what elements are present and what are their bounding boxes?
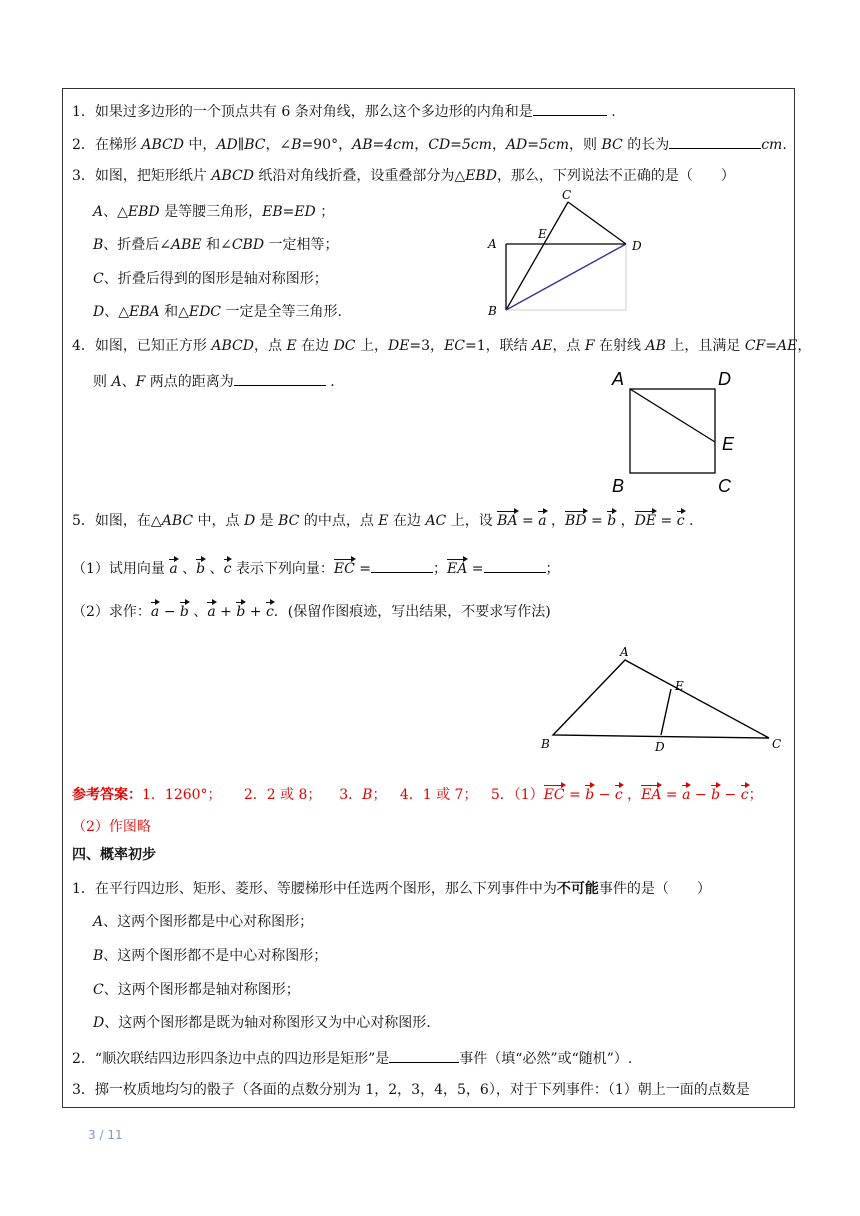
label-C: C <box>562 188 572 202</box>
q5-triangle-figure <box>536 642 786 758</box>
q1-text: 如果过多边形的一个顶点共有 6 条对角线，那么这个多边形的内角和是 <box>94 104 533 120</box>
vector-a: a <box>538 513 547 529</box>
ec-answer-blank[interactable] <box>371 558 433 573</box>
p1-option-a: A、这两个图形都是中心对称图形； <box>93 914 314 930</box>
q2-answer-blank[interactable] <box>669 134 761 149</box>
q4-answer-blank[interactable] <box>234 371 326 386</box>
label-B: B <box>612 476 625 496</box>
q3-folded-rectangle-figure <box>480 188 660 324</box>
q3-line: 3．如图，把矩形纸片 ABCD 纸沿对角线折叠，设重叠部分为△EBD，那么，下列说法不正确的是（ ） <box>72 168 735 184</box>
q4-line-2: 则 A、F 两点的距离为 . <box>93 371 335 391</box>
p1-option-d: D、这两个图形都是既为轴对称图形又为中心对称图形. <box>93 1015 431 1031</box>
p3-line: 3．掷一枚质地均匀的骰子（各面的点数分别为 1，2，3，4，5，6），对于下列事件：（1）朝上一面的点数是 <box>72 1082 750 1098</box>
q4-square-figure <box>604 362 744 498</box>
q3-option-d: D、△EBA 和△EDC 一定是全等三角形. <box>93 304 342 320</box>
diagonal-BD <box>506 244 626 310</box>
label-D: D <box>718 369 731 389</box>
vector-BA: BA <box>497 513 518 529</box>
answer-key-line: 参考答案：1．1260°； 2．2 或 8； 3．B； 4．1 或 7； 5．（1）EC = b − c ，EA = a − b − c； <box>72 787 763 803</box>
section-title: 四、概率初步 <box>72 847 156 863</box>
label-C: C <box>772 737 782 751</box>
p2-answer-blank[interactable] <box>389 1048 459 1063</box>
q5-line-1: 5．如图，在△ABC 中，点 D 是 BC 的中点，点 E 在边 AC 上，设 BA = a ，BD = b ，DE = c . <box>72 513 694 529</box>
label-A: A <box>612 369 625 389</box>
p1-option-c: C、这两个图形都是轴对称图形； <box>93 982 300 998</box>
q5-sub-2: （2）求作：a − b 、a + b + c．(保留作图痕迹，写出结果，不要求写作法) <box>72 604 551 620</box>
q1-number: 1． <box>72 104 95 120</box>
page-number: 3 / 11 <box>88 1128 123 1142</box>
vector-BD: BD <box>565 513 587 529</box>
label-E: E <box>675 679 684 693</box>
vector-c: c <box>676 513 685 529</box>
answer-label: 参考答案： <box>72 787 142 803</box>
label-C: C <box>718 476 731 496</box>
square-ABCD <box>630 389 715 473</box>
label-D: D <box>632 239 642 253</box>
label-B: B <box>541 737 550 751</box>
q2-line: 2．在梯形 ABCD 中，AD∥BC，∠B=90°，AB=4cm，CD=5cm，AD=5cm，则 BC 的长为 cm. <box>72 134 787 154</box>
answer-key-part2: （2）作图略 <box>72 819 151 835</box>
triangle-ABC <box>553 660 769 738</box>
vector-DE: DE <box>634 513 657 529</box>
q1-answer-blank[interactable] <box>533 101 607 116</box>
label-A: A <box>488 237 497 251</box>
q3-option-c: C、折叠后得到的图形是轴对称图形； <box>93 271 328 287</box>
q4-line-1: 4．如图，已知正方形 ABCD，点 E 在边 DC 上，DE=3，EC=1，联结 AE，点 F 在射线 AB 上，且满足 CF=AE， <box>72 338 812 354</box>
label-D: D <box>655 740 665 754</box>
label-A: A <box>620 645 629 659</box>
edge-CD <box>568 202 626 244</box>
segment-AE <box>630 389 715 442</box>
q5-sub-1: （1）试用向量 a 、b 、c 表示下列向量：EC = ；EA = ； <box>72 558 560 578</box>
edge-BC <box>506 202 568 310</box>
label-B: B <box>488 304 497 318</box>
p1-line: 1．在平行四边形、矩形、菱形、等腰梯形中任选两个图形，那么下列事件中为不可能事件的是（ ） <box>72 881 711 897</box>
q3-option-b: B、折叠后∠ABE 和∠CBD 一定相等； <box>93 237 339 253</box>
label-E: E <box>722 434 735 454</box>
segment-DE <box>661 689 671 735</box>
q1-line: 1．如果过多边形的一个顶点共有 6 条对角线，那么这个多边形的内角和是 . <box>72 101 616 121</box>
ea-answer-blank[interactable] <box>484 558 546 573</box>
label-E: E <box>538 227 547 241</box>
p1-option-b: B、这两个图形都不是中心对称图形； <box>93 948 328 964</box>
q3-option-a: A、△EBD 是等腰三角形，EB=ED ； <box>93 204 335 220</box>
vector-b: b <box>607 513 617 529</box>
p2-line: 2．“顺次联结四边形四条边中点的四边形是矩形”是 事件（填“必然”或“随机”）. <box>72 1048 632 1068</box>
